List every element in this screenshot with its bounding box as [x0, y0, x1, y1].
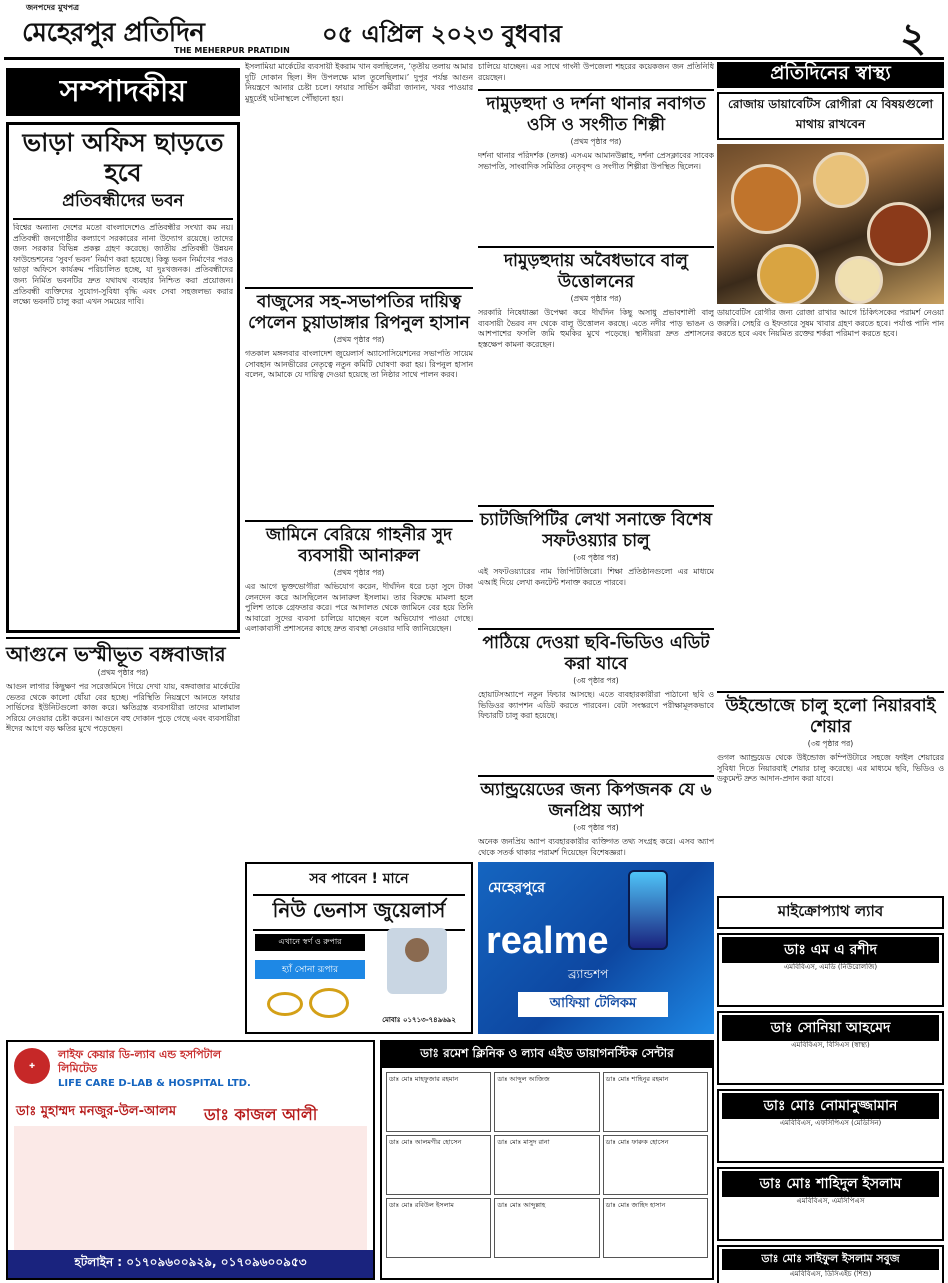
clinic-ad	[380, 1040, 714, 1280]
col3-headline-5: অ্যান্ড্রয়েডের জন্য কিপজনক যে ৬ জনপ্রিয় অ্যাপ	[478, 775, 714, 822]
doctor-name: ডাঃ মোঃ নোমানুজ্জামান	[722, 1093, 939, 1119]
newspaper-name-english: THE MEHERPUR PRATIDIN	[174, 46, 290, 55]
editorial-column	[6, 68, 240, 1072]
column-three	[478, 62, 714, 987]
clinic-doctor-cell: ডাঃ মোঃ শাহিনুর রহমান	[603, 1072, 708, 1132]
life-care-ad	[6, 1040, 375, 1280]
life-care-name-english: LIFE CARE D-LAB & HOSPITAL LTD.	[58, 1078, 251, 1089]
clinic-doctor-cell: ডাঃ মোঃ রবিউল ইসলাম	[386, 1198, 491, 1258]
clinic-doctor-cell: ডাঃ মোঃ জাহিদ হাসান	[603, 1198, 708, 1258]
col3-byline-4: (৩য় পৃষ্ঠার পর)	[573, 676, 619, 685]
masthead-tagline: জনপদের মুখপত্র	[26, 3, 79, 12]
clinic-doctor-grid	[382, 1068, 712, 1262]
fire-byline: (প্রথম পৃষ্ঠার পর)	[97, 668, 149, 677]
jewelry-ad-name: নিউ ভেনাস জুয়েলার্স	[253, 894, 465, 931]
health-byline-2: (৩য় পৃষ্ঠার পর)	[807, 739, 854, 748]
col3-body-3: এই সফটওয়্যারের নাম জিপিটিজিরো। শিক্ষা প্রতিষ্ঠানগুলো এর মাধ্যমে এআই দিয়ে লেখা কনটেন্ট শনাক্ত করতে পারবে।	[478, 567, 714, 587]
col3-byline-2: (প্রথম পৃষ্ঠার পর)	[570, 294, 622, 303]
jewelry-ad-contact: মোবাঃ ০১৭১৩-৭৪৯৬৯২	[382, 1016, 456, 1024]
col2-headline-1: বাজুসের সহ-সভাপতির দায়িত্ব পেলেন চুয়াডাঙ্গার রিপনুল হাসান	[245, 287, 473, 334]
doctor-detail: এমবিবিএস, এফসিপিএস (মেডিসিন)	[779, 1119, 882, 1127]
clinic-doctor-cell: ডাঃ মোঃ ফারুক হোসেন	[603, 1135, 708, 1195]
newspaper-name: মেহেরপুর প্রতিদিন	[22, 18, 205, 48]
editorial-banner: সম্পাদকীয়	[6, 68, 240, 116]
doctor-name: ডাঃ এম এ রশীদ	[722, 937, 939, 963]
col3-headline-3: চ্যাটজিপিটির লেখা সনাক্তে বিশেষ সফটওয়্যার চালু	[478, 505, 714, 552]
col3-lead-text: চালিয়ে যাচ্ছেন। এর সাথে গাংনী উপজেলা শহরের কয়েকজন জন প্রতিনিধি রয়েছেন।	[478, 62, 714, 82]
editorial-headline: ভাড়া অফিস ছাড়তে হবে	[22, 128, 224, 187]
doctor-name: ডাঃ মোঃ শাহিদুল ইসলাম	[722, 1171, 939, 1197]
ring-icon	[267, 992, 303, 1016]
life-care-hotline: হটলাইন : ০১৭০৯৬০০৯২৯, ০১৭০৯৬০০৯৫৩	[8, 1250, 373, 1278]
health-banner: প্রতিদিনের স্বাস্থ্য	[717, 62, 944, 88]
health-headline-2: উইন্ডোজে চালু হলো নিয়ারবাই শেয়ার	[717, 691, 944, 738]
col2-body-2: এর আগে ভুক্তভোগীরা অভিযোগ করেন, দীর্ঘদিন ধরে চড়া সুদে টাকা লেনদেন করে আসছিলেন আনারুল ইসলাম। তার বিরুদ্ধে মামলা হলে পুলিশ তাকে গ্রেফতার করে। পরে আদালত থেকে জামিনে বের হয়ে তিনি আবারো সুদের ব্যবসা চালিয়ে যাচ্ছেন বলে অভিযোগ পাওয়া গেছে। এলাকাবাসী প্রশাসনের কাছে দ্রুত ব্যবস্থা নেওয়ার দাবি জানিয়েছেন।	[245, 582, 473, 634]
bangle-icon	[309, 988, 349, 1018]
fire-headline: আগুনে ভস্মীভূত বঙ্গবাজার	[6, 637, 240, 667]
realme-logo: realme	[486, 920, 609, 962]
col2-byline-1: (প্রথম পৃষ্ঠার পর)	[333, 335, 385, 344]
clinic-doctor-cell: ডাঃ আব্দুল আজিজ	[494, 1072, 599, 1132]
health-body: ডায়াবেটিস রোগীর জন্য রোজা রাখার আগে চিকিৎসকের পরামর্শ নেওয়া জরুরি। সেহরি ও ইফতারে সুষম খাবার গ্রহণ করতে হবে। পর্যাপ্ত পানি পান করতে হবে এবং নিয়মিত রক্তের শর্করা পরিমাপ করতে হবে।	[717, 308, 944, 339]
fire-body: আগুন লাগার কিছুক্ষণ পর সরেজমিনে গিয়ে দেখা যায়, বঙ্গবাজার মার্কেটের ভেতর থেকে কালো ধোঁয়া বের হচ্ছে। পরিস্থিতি নিয়ন্ত্রণে আনতে ফায়ার সার্ভিসের ইউনিটগুলো কাজ করে। ক্ষতিগ্রস্ত ব্যবসায়ীরা তাদের মালামাল সরিয়ে নেওয়ার চেষ্টা করেন। আগুনে বহু দোকান পুড়ে গেছে এবং ব্যবসায়ীরা ঈদের আগে বড় ক্ষতির মুখে পড়েছেন।	[6, 682, 240, 734]
doctor-detail: এমবিবিএস, এমসিপিএস	[796, 1197, 865, 1205]
column-two	[245, 62, 473, 894]
life-care-logo: ✚	[14, 1048, 50, 1084]
clinic-name: ডাঃ রমেশ ক্লিনিক ও ল্যাব এইড ডায়াগনস্টিক সেন্টার	[382, 1042, 712, 1068]
col3-body-1: দর্শনা থানার পরিদর্শক (তদন্ত) এসএম আমানউল্লাহ, দর্শনা প্রেসক্লাবের সাবেক সভাপতি, সাংবাদিক সমিতির নেতৃবৃন্দ ও সংগীত শিল্পীরা উপস্থিত ছিলেন।	[478, 151, 714, 171]
editorial-body: বিশ্বের অন্যান্য দেশের মতো বাংলাদেশেও প্রতিবন্ধীর সংখ্যা কম নয়। প্রতিবন্ধী জনগোষ্ঠীর কল্যাণে সরকারের নানা উদ্যোগ রয়েছে। তাদের জন্য সরকার বিভিন্ন প্রকল্প গ্রহণ করেছে। জাতীয় প্রতিবন্ধী উন্নয়ন ফাউন্ডেশনের ‘সুবর্ণ ভবন’ নির্মাণ করা হয়েছে। কিন্তু ভবন নির্মাণের পরও ভাড়া অফিসে কার্যক্রম পরিচালিত হচ্ছে, যা দুঃখজনক। প্রতিবন্ধীদের জন্য নির্মিত ভবনটির দ্রুত যথাযথ ব্যবহার নিশ্চিত করা প্রয়োজন। প্রতিবন্ধী ব্যক্তিদের সুযোগ-সুবিধা বৃদ্ধি এবং সেবা সহজলভ্য করার লক্ষ্যে ভবনটি চালু করা এখন সময়ের দাবি।	[13, 223, 233, 307]
col3-headline-2: দামুড়হুদায় অবৈধভাবে বালু উত্তোলনের	[478, 246, 714, 293]
health-column	[717, 62, 944, 841]
jewelry-ad	[245, 862, 473, 1034]
col2-lead-text: ইসলামিয়া মার্কেটের ব্যবসায়ী ইকরাম খান বলছিলেন, ‘তৃতীয় তলায় আমার দুটি দোকান ছিল। ঈদ উপলক্ষে মাল তুলেছিলাম।’ দুপুর পর্যন্ত আগুন নিয়ন্ত্রণে আনার চেষ্টা চলে। ফায়ার সার্ভিস কর্মীরা জানান, খবর পাওয়ার মুহূর্তেই ঘটনাস্থলে পৌঁছানো হয়।	[245, 62, 473, 103]
col3-byline-1: (প্রথম পৃষ্ঠার পর)	[570, 137, 622, 146]
col3-byline-3: (৩য় পৃষ্ঠার পর)	[573, 553, 619, 562]
phone-image	[628, 870, 668, 950]
col3-body-5: অনেক জনপ্রিয় অ্যাপ ব্যবহারকারীর ব্যক্তিগত তথ্য সংগ্রহ করে। এসব অ্যাপ থেকে সতর্ক থাকার পরামর্শ দিয়েছেন বিশেষজ্ঞরা।	[478, 837, 714, 857]
jewelry-ad-line-1: এখানে স্বর্ণ ও রুপার	[255, 934, 365, 951]
doctor-detail: এমবিবিএস, ডিসিএইচ (শিশু)	[789, 1270, 872, 1278]
doctor-card	[717, 1245, 944, 1283]
doctor-name: ডাঃ মোঃ সাইফুল ইসলাম সবুজ	[722, 1249, 939, 1270]
doctor-detail: এমবিবিএস, বিসিএস (স্বাস্থ্য)	[791, 1041, 870, 1049]
clinic-doctor-cell: ডাঃ মোঃ আলমগীর হোসেন	[386, 1135, 491, 1195]
col2-body-1: গতকাল মঙ্গলবার বাংলাদেশ জুয়েলার্স অ্যাসোসিয়েশনের সভাপতি সায়েম সোবহান আনভীরের নেতৃত্বে নতুন কমিটি ঘোষণা করা হয়। রিপনুল হাসান বলেন, আমাকে যে দায়িত্ব দেওয়া হয়েছে তা নিষ্ঠার সাথে পালন করব।	[245, 349, 473, 380]
col2-headline-2: জামিনে বেরিয়ে গাহনীর সুদ ব্যবসায়ী আনারুল	[245, 520, 473, 567]
lab-name: মাইক্রোপ্যাথ ল্যাব	[777, 902, 884, 920]
life-care-name: লাইফ কেয়ার ডি-ল্যাব এন্ড হসপিটাল লিমিটেড	[58, 1048, 222, 1075]
lab-card	[717, 896, 944, 929]
col3-headline-1: দামুড়হুদা ও দর্শনা থানার নবাগত ওসি ও সংগীত শিল্পী	[478, 89, 714, 136]
realme-ad-sub: ব্র্যান্ডশপ	[568, 967, 609, 981]
col3-body-2: সরকারি নিষেধাজ্ঞা উপেক্ষা করে দীর্ঘদিন কিছু অসাধু প্রভাবশালী বালু ব্যবসায়ী ভৈরব নদ থেকে বালু উত্তোলন করছে। এতে নদীর পাড় ভাঙন ও আশপাশের ফসলি জমি হুমকির মুখে পড়েছে। স্থানীয়রা দ্রুত প্রশাসনের হস্তক্ষেপ কামনা করেছেন।	[478, 308, 714, 349]
jewelry-ad-tagline: সব পাবেন ! মানে	[309, 871, 409, 887]
food-photo	[717, 144, 944, 304]
col2-byline-2: (প্রথম পৃষ্ঠার পর)	[333, 568, 385, 577]
doctor-card	[717, 933, 944, 1007]
realme-ad	[478, 862, 714, 1034]
col3-body-4: হোয়াটসঅ্যাপে নতুন ফিচার আসছে। এতে ব্যবহারকারীরা পাঠানো ছবি ও ভিডিওর ক্যাপশন এডিট করতে পারবেন। বেটা সংস্করণে পরীক্ষামূলকভাবে ফিচারটি চালু করা হয়েছে।	[478, 690, 714, 721]
life-care-services	[14, 1126, 367, 1252]
doctor-card	[717, 1011, 944, 1085]
realme-ad-location: মেহেরপুরে	[488, 880, 545, 896]
editorial-article	[6, 122, 240, 633]
life-care-doctor-2: ডাঃ কাজল আলী	[204, 1105, 318, 1124]
clinic-doctor-cell: ডাঃ মোঃ মাহফুজার রহমান	[386, 1072, 491, 1132]
life-care-doctor-1: ডাঃ মুহাম্মদ মনজুর-উল-আলম	[16, 1104, 177, 1119]
clinic-doctor-cell: ডাঃ মোঃ আব্দুল্লাহ	[494, 1198, 599, 1258]
clinic-doctor-cell: ডাঃ মোঃ মাসুদ রানা	[494, 1135, 599, 1195]
jewelry-ad-line-2: হ্যাঁ সোনা রূপার	[255, 960, 365, 979]
realme-ad-store: আফিয়া টেলিকম	[518, 992, 668, 1017]
owner-photo	[387, 928, 447, 994]
page-number: ২	[899, 15, 926, 61]
doctor-listings	[717, 896, 944, 1280]
issue-date: ০৫ এপ্রিল ২০২৩ বুধবার	[322, 20, 562, 48]
doctor-card	[717, 1089, 944, 1163]
masthead	[4, 2, 944, 60]
col3-byline-5: (৩য় পৃষ্ঠার পর)	[573, 823, 619, 832]
col3-headline-4: পাঠিয়ে দেওয়া ছবি-ভিডিও এডিট করা যাবে	[478, 628, 714, 675]
health-headline: রোজায় ডায়াবেটিস রোগীরা যে বিষয়গুলো মাথায় রাখবেন	[717, 92, 944, 140]
doctor-detail: এমবিবিএস, এমডি (নিউরোলজি)	[783, 963, 878, 971]
doctor-card	[717, 1167, 944, 1241]
health-body-2: গুগল অ্যান্ড্রয়েড থেকে উইন্ডোজ কম্পিউটারে সহজে ফাইল শেয়ারের সুবিধা দিতে নিয়ারবাই শেয়ার চালু করেছে। এর মাধ্যমে ছবি, ভিডিও ও ডকুমেন্ট দ্রুত আদান-প্রদান করা যাবে।	[717, 753, 944, 784]
doctor-name: ডাঃ সোনিয়া আহমেদ	[722, 1015, 939, 1041]
editorial-subhead: প্রতিবন্ধীদের ভবন	[13, 188, 233, 220]
